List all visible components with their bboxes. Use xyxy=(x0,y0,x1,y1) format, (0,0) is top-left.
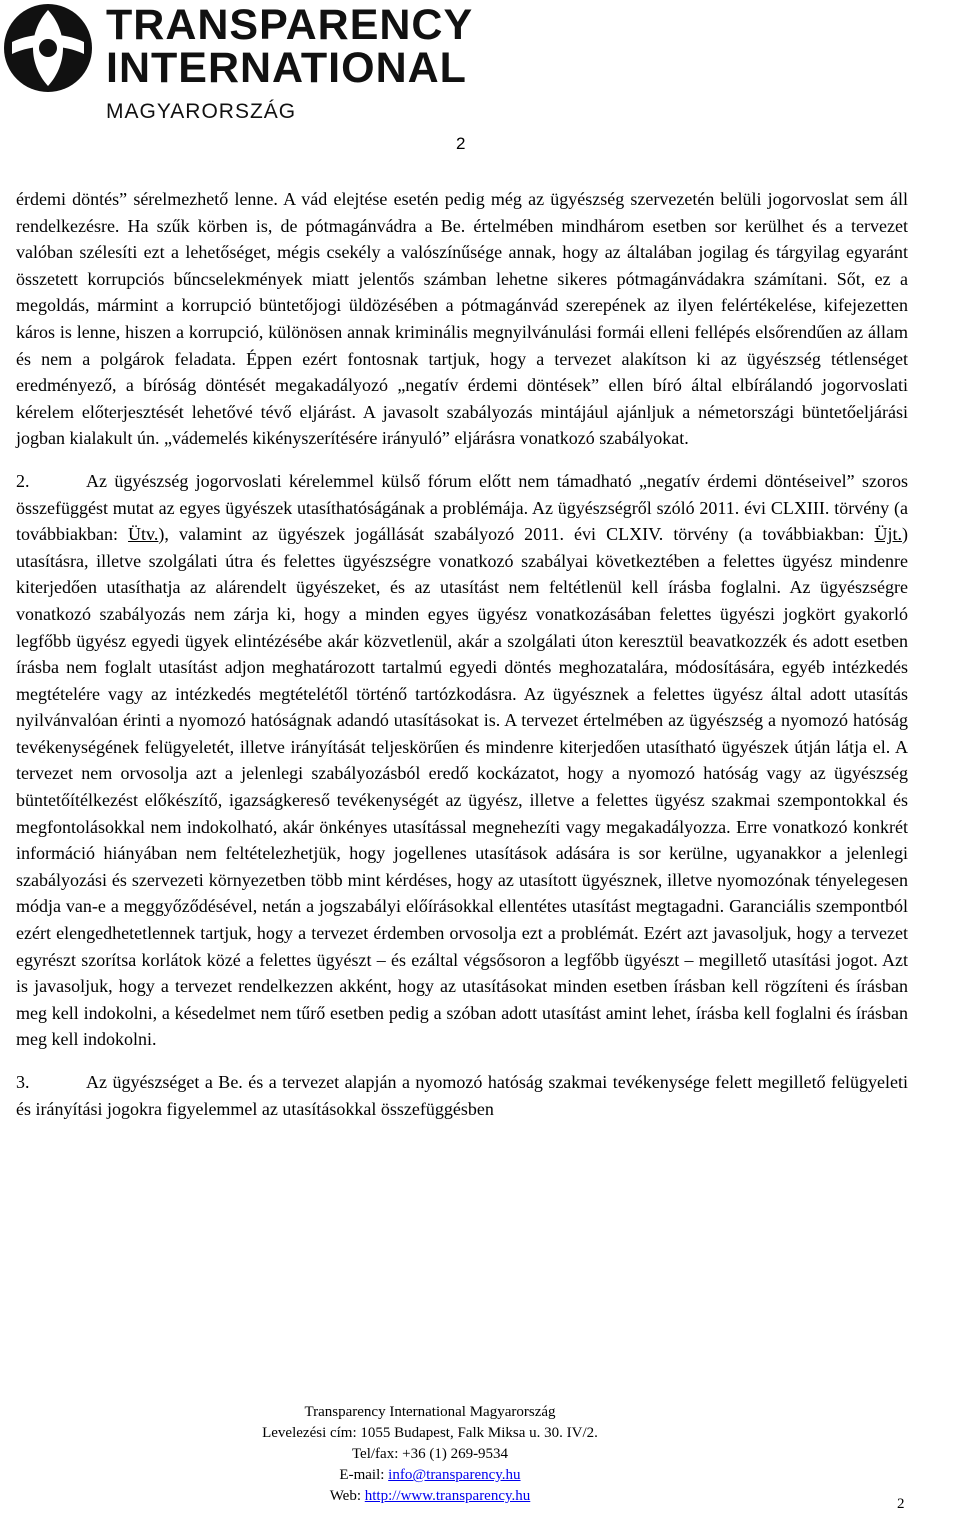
footer-email-link[interactable]: info@transparency.hu xyxy=(388,1467,521,1483)
footer-web-link[interactable]: http://www.transparency.hu xyxy=(364,1488,531,1504)
footer-address: Levelezési cím: 1055 Budapest, Falk Miksa u. 30. IV/2. xyxy=(262,1425,598,1441)
paragraph-3-text: Az ügyészséget a Be. és a tervezet alapján a nyomozó hatóság szakmai tevékenysége felett megillető felügyeleti és irányítási jogokra figyelemmel az utasításokkal összefüggésben xyxy=(16,1072,908,1119)
footer xyxy=(0,1402,860,1507)
footer-email-label: E-mail: xyxy=(339,1467,389,1483)
footer-web-row xyxy=(0,1486,860,1507)
paragraph-2-text-c: ) utasításra, illetve szolgálati útra és felettes ügyészségre vonatkozó szabályai következtében a felettes ügyész mindenre kiterjedően utasíthatja az alárendelt ügyészeket, és az utasítást nem feltétlenül kell írásba foglalni. Az ügyészségre vonatkozó szabályozás nem zárja ki, hogy a minden egyes ügyész vonatkozásában felettes ügyészi jogkört gyakorló legfőbb ügyész egyedi ügyek elintézésébe akár közvetlenül, akár a szolgálati úton keresztül beavatkozzék és adott esetben írásba nem foglalt utasítást adjon meghatározott tartalmú egyedi döntés meghozatalára, módosítására, egyéb intézkedés megtételére vagy az intézkedés megtételétől történő tartózkodásra. Az ügyésznek a felettes ügyész által adott utasítás nyilvánvalóan érinti a nyomozó hatóságnak adandó utasításokat is. A tervezet értelmében az ügyészség a nyomozó hatóság tevékenységének felügyeletét, illetve irányítását teljeskörűen és mindenre kiterjedően utasítható ügyészek útján látja el. A tervezet nem orvosolja azt a jelenlegi szabályozásból eredő kockázatot, hogy a nyomozó hatóság vagy az ügyészség büntetőítélkezést előkészítő, igazságkereső tevékenységét az ügyész, illetve a felettes ügyész szakmai szempontokkal és megfontolásokkal nem indokolható, akár önkényes utasítással megnehezíti vagy megakadályozza. Erre vonatkozó konkrét információ hiányában nem feltételezhetjük, hogy jogellenes utasítások adására is sor kerülne, ugyanakkor a jelenlegi szabályozási és szervezeti környezetben több mint kérdéses, hogy az utasított ügyésznek, illetve nyomozónak tényelegesen módja van-e a meggyőződésével, netán a jogszabályi előírásokkal ellentétes utasítást megtagadni. Garanciális szempontból ezért elengedhetetlennek tartjuk, hogy a tervezet érdemben orvosolja ezt a problémát. Ezért azt javasoljuk, hogy a tervezet egyrészt szorítsa korlátok közé a felettes ügyészt – és ezáltal végsősoron a legfőbb ügyészt – megillető utasítási jogot. Azt is javasoljuk, hogy a tervezet rendelkezzen akként, hogy az utasításokat minden esetben írásban kell rögzíteni és írásban meg kell indokolni, a késedelmet nem tűrő esetben pedig a szóban adott utasítást amint lehet, írásba kell foglalni és írásban meg kell indokolni. xyxy=(16,524,908,1050)
logo-text-transparency: TRANSPARENCY xyxy=(106,1,474,49)
document-body xyxy=(16,186,908,1122)
paragraph-2 xyxy=(16,468,908,1053)
abbreviation-ujt: Üjt. xyxy=(874,524,902,545)
paragraph-2-text-b: ), valamint az ügyészek jogállását szabályozó 2011. évi CLXIV. törvény (a továbbiakban: xyxy=(158,524,875,545)
abbreviation-utv: Ütv. xyxy=(128,524,159,545)
paragraph-2-number: 2. xyxy=(16,470,30,491)
logo-text-international: INTERNATIONAL xyxy=(106,44,467,92)
footer-email-row xyxy=(0,1465,860,1486)
footer-web-label: Web: xyxy=(329,1488,365,1504)
footer-phone: Tel/fax: +36 (1) 269-9534 xyxy=(351,1446,509,1462)
paragraph-1: érdemi döntés” sérelmezhető lenne. A vád elejtése esetén pedig még az ügyészség szervezetén belüli jogorvoslat sem áll rendelkezésre. Ha szűk körben is, de pótmagánvádra a Be. értelmében mindhárom esetben sor kerülhet és a tervezet valóban szélesíti ezt a lehetőséget, mégis csekély a valószínűsége annak, hogy az általában jogilag és tárgyilag egyaránt összetett korrupciós bűncselekmények miatt jelentős számban lehetne sikeres pótmagánvádakra számítani. Sőt, ez a megoldás, mármint a korrupció büntetőjogi üldözésében a pótmagánvád szerepének az ilyen felértékelése, kifejezetten káros is lenne, hiszen a korrupció, különösen annak kriminális megnyilvánulási formái elleni fellépés elsőrendűen az állam és nem a polgárok feladata. Éppen ezért fontosnak tartjuk, hogy a tervezet alakítson ki az ügyészség tétlenséget eredményező, a bíróság döntését megakadályozó „negatív érdemi döntések” ellen bíró által elbírálandó jogorvoslati kérelem előterjesztését lehetővé tévő eljárást. A javasolt szabályozás mintájául ajánljuk a németországi büntetőeljárási jogban kialakult ún. „vádemelés kikényszerítésére irányuló” eljárásra vonatkozó szabályokat. xyxy=(16,189,908,449)
transparency-international-logo xyxy=(0,0,474,130)
paragraph-3 xyxy=(16,1069,908,1122)
logo-text-country: MAGYARORSZÁG xyxy=(106,100,297,123)
paragraph-2-text-a: Az ügyészség jogorvoslati kérelemmel külső fórum előtt nem támadható „negatív érdemi döntéseivel” szoros összefüggést mutat az egyes ügyészek utasíthatóságának a problémája. Az ügyészségről szóló 2011. évi CLXIII. törvény (a továbbiakban: xyxy=(16,470,908,545)
paragraph-3-number: 3. xyxy=(16,1072,30,1092)
footer-org: Transparency International Magyarország xyxy=(304,1404,556,1420)
ti-logo-icon xyxy=(2,2,94,94)
footer-page-number: 2 xyxy=(897,1496,905,1512)
header-page-number: 2 xyxy=(456,134,466,153)
